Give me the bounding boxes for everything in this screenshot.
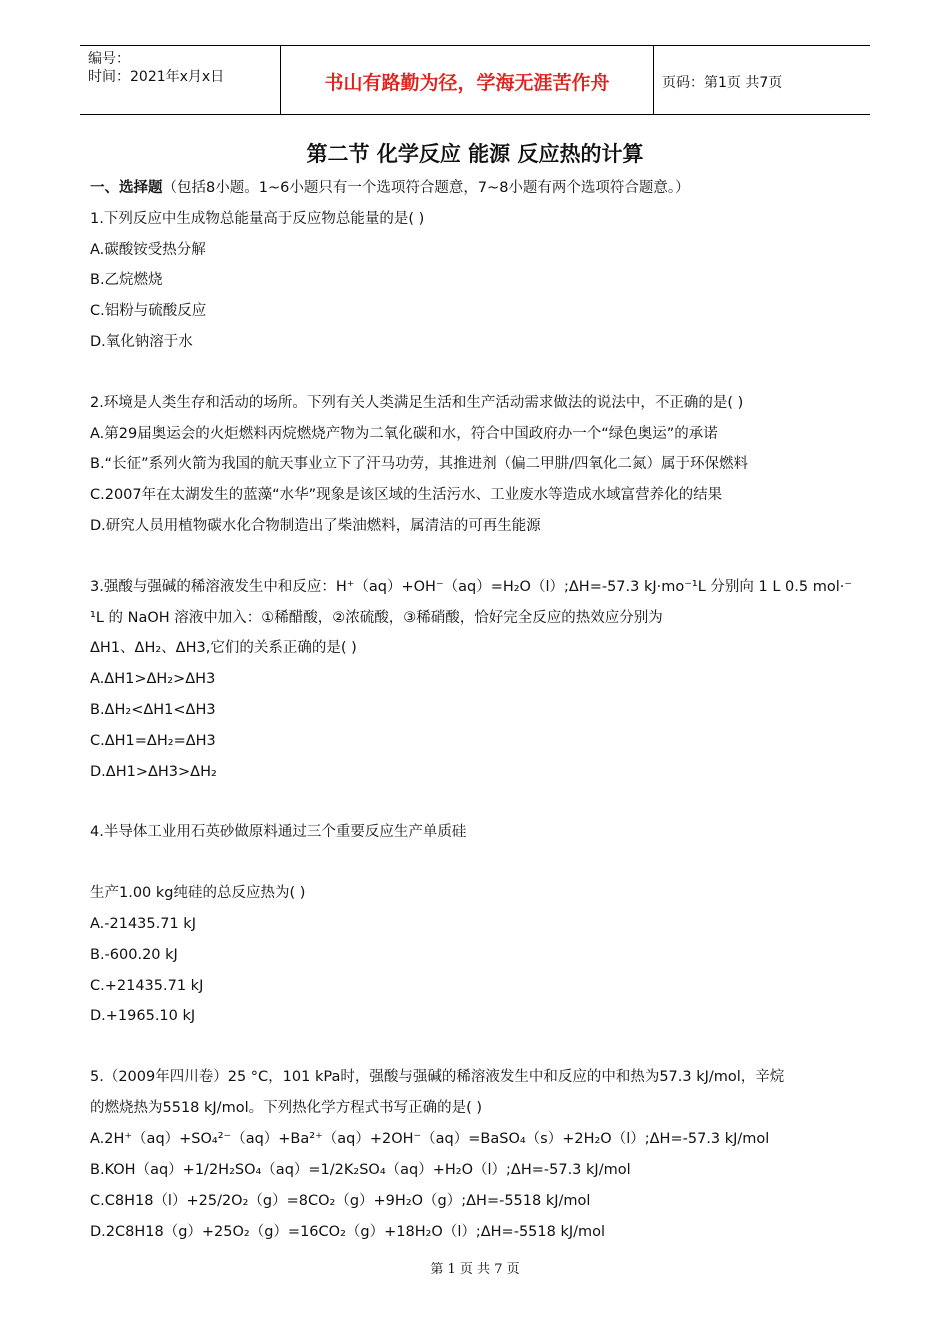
q5-stem-line2: 的燃烧热为5518 kJ/mol。下列热化学方程式书写正确的是( ) bbox=[90, 1100, 483, 1116]
q4-option-b: B.-600.20 kJ bbox=[90, 947, 178, 963]
q1-option-d: D.氧化钠溶于水 bbox=[90, 334, 193, 350]
q1-stem: 1.下列反应中生成物总能量高于反应物总能量的是( ) bbox=[90, 211, 425, 227]
section-heading-line bbox=[90, 178, 690, 198]
number-label: 编号： bbox=[88, 51, 130, 67]
q5-option-b: B.KOH（aq）+1/2H₂SO₄（aq）=1/2K₂SO₄（aq）+H₂O（l）;ΔH=-57.3 kJ/mol bbox=[90, 1162, 631, 1178]
section-note: （包括8小题。1~6小题只有一个选项符合题意，7~8小题有两个选项符合题意。） bbox=[162, 180, 690, 196]
q3-option-a: A.ΔH1>ΔH₂>ΔH3 bbox=[90, 671, 216, 687]
q5-option-c: C.C8H18（l）+25/2O₂（g）=8CO₂（g）+9H₂O（g）;ΔH=-5518 kJ/mol bbox=[90, 1193, 591, 1209]
q5-option-a: A.2H⁺（aq）+SO₄²⁻（aq）+Ba²⁺（aq）+2OH⁻（aq）=BaSO₄（s）+2H₂O（l）;ΔH=-57.3 kJ/mol bbox=[90, 1131, 770, 1147]
q2-option-b: B.“长征”系列火箭为我国的航天事业立下了汗马功劳，其推进剂（偏二甲肼/四氧化二氮）属于环保燃料 bbox=[90, 456, 748, 472]
section-heading: 一、选择题 bbox=[90, 180, 163, 196]
header-info-cell bbox=[80, 46, 281, 114]
q2-option-d: D.研究人员用植物碳水化合物制造出了柴油燃料，属清洁的可再生能源 bbox=[90, 518, 541, 534]
page-title: 第二节 化学反应 能源 反应热的计算 bbox=[306, 142, 644, 166]
q3-option-d: D.ΔH1>ΔH3>ΔH₂ bbox=[90, 764, 217, 780]
q3-option-b: B.ΔH₂<ΔH1<ΔH3 bbox=[90, 702, 216, 718]
q4-option-c: C.+21435.71 kJ bbox=[90, 978, 204, 994]
time-label: 时间：2021年x月x日 bbox=[88, 69, 225, 85]
q4-option-d: D.+1965.10 kJ bbox=[90, 1008, 196, 1024]
q5-stem-line1: 5.（2009年四川卷）25 °C，101 kPa时，强酸与强碱的稀溶液发生中和反应的中和热为57.3 kJ/mol，辛烷 bbox=[90, 1069, 785, 1085]
q2-option-a: A.第29届奥运会的火炬燃料丙烷燃烧产物为二氧化碳和水，符合中国政府办一个“绿色奥运”的承诺 bbox=[90, 426, 718, 442]
q3-stem-line2: ¹L 的 NaOH 溶液中加入：①稀醋酸，②浓硫酸，③稀硝酸，恰好完全反应的热效应分别为 bbox=[90, 610, 663, 626]
q1-option-a: A.碳酸铵受热分解 bbox=[90, 242, 206, 258]
motto: 书山有路勤为径，学海无涯苦作舟 bbox=[324, 72, 610, 94]
page-footer bbox=[0, 1258, 950, 1277]
q4-stem-2: 生产1.00 kg纯硅的总反应热为( ) bbox=[90, 885, 306, 901]
q3-stem-line3: ΔH1、ΔH₂、ΔH3,它们的关系正确的是( ) bbox=[90, 640, 357, 656]
page-header bbox=[80, 45, 870, 115]
header-motto-cell bbox=[281, 46, 654, 114]
q1-option-c: C.铝粉与硫酸反应 bbox=[90, 303, 207, 319]
q3-option-c: C.ΔH1=ΔH₂=ΔH3 bbox=[90, 733, 216, 749]
q1-option-b: B.乙烷燃烧 bbox=[90, 272, 163, 288]
q2-stem: 2.环境是人类生存和活动的场所。下列有关人类满足生活和生产活动需求做法的说法中，不正确的是( ) bbox=[90, 395, 744, 411]
footer-page-number: 第 1 页 共 7 页 bbox=[430, 1262, 520, 1277]
header-page-cell bbox=[654, 46, 870, 114]
q4-stem: 4.半导体工业用石英砂做原料通过三个重要反应生产单质硅 bbox=[90, 824, 467, 840]
q2-option-c: C.2007年在太湖发生的蓝藻“水华”现象是该区域的生活污水、工业废水等造成水域富营养化的结果 bbox=[90, 487, 723, 503]
page-code: 页码：第1页 共7页 bbox=[662, 75, 783, 91]
q4-option-a: A.-21435.71 kJ bbox=[90, 916, 196, 932]
q3-stem-line1: 3.强酸与强碱的稀溶液发生中和反应：H⁺（aq）+OH⁻（aq）=H₂O（l）;ΔH=-57.3 kJ·mo⁻¹L 分别向 1 L 0.5 mol·⁻ bbox=[90, 579, 852, 595]
q5-option-d: D.2C8H18（g）+25O₂（g）=16CO₂（g）+18H₂O（l）;ΔH=-5518 kJ/mol bbox=[90, 1224, 606, 1240]
